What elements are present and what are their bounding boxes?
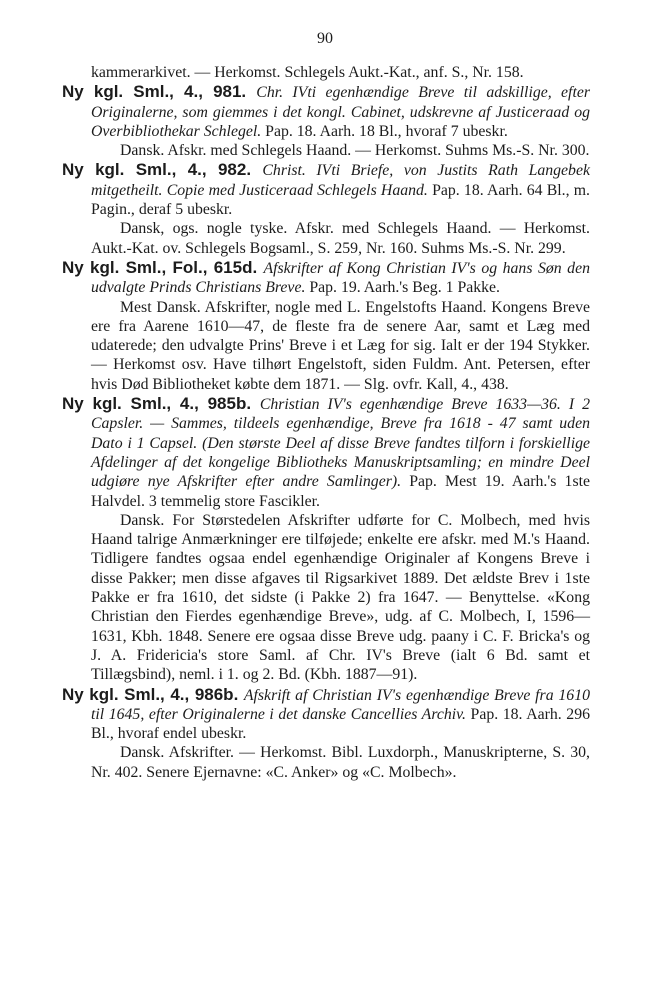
entry-title: Afskrifter af Kong Christian IV's og hans Søn den udvalgte Prinds Christians Breve.: [91, 259, 590, 297]
entry-heading: Ny kgl. Sml., 4., 985b.: [62, 394, 260, 414]
entry-heading: Ny kgl. Sml., Fol., 615d.: [62, 257, 264, 277]
entry-physical: Pap. Mest 19. Aarh.'s 1ste Halvdel. 3 temmelig store Fascikler.: [91, 473, 590, 510]
entry-982: [62, 160, 590, 257]
entry-981: [62, 82, 590, 160]
entry-physical: Pap. 18. Aarh. 296 Bl., hvoraf endel ubeskr.: [91, 705, 591, 743]
entry-physical: Pap. 19. Aarh.'s Beg. 1 Pakke.: [309, 279, 500, 297]
entry-notes: Dansk. For Størstedelen Afskrifter udførte for C. Molbech, med hvis Haand talrige Anmærkninger ere tilføjede; enkelte ere afskr. med M.'s Haand. Tidligere fandtes ogsaa endel egenhændige Originaler af Kongens Breve i disse Pakker; men disse afgaves til Rigsarkivet 1889. Det ældste Brev i 1ste Pakke er fra 1610, det sidste (i Pakke 2) fra 1647. — Benyttelse. «Kong Christian den Fierdes egenhændige Breve», udg. af C. Molbech, I, 1596—1631, Kbh. 1848. Senere ere ogsaa disse Breve udg. paany i C. F. Bricka's og J. A. Fridericia's store Saml. af Chr. IV's Breve (ialt 6 Bd. samt et Tillægsbind), neml. i 1. og 2. Bd. (Kbh. 1887—91).: [91, 511, 590, 684]
entry-985b: [62, 394, 590, 684]
page-number: 90: [317, 30, 333, 47]
entry-title: Christian IV's egenhændige Breve 1633—36. I 2 Capsler. — Sammes, tildeels egenhændige, Breve fra 1618 - 47 samt uden Dato i 1 Capsel. (Den største Deel af disse Breve fandtes tilforn i forskiellige Afdelinger af det kongelige Bibliotheks Manuskriptsamling; en mindre Deel udgiøre nye Afskrifter efter andre Samlinger).: [91, 396, 590, 491]
entry-title: Afskrift af Christian IV's egenhændige Breve fra 1610 til 1645, efter Originalerne i det danske Cancellies Archiv.: [91, 686, 590, 723]
entry-title: Christ. IVti Briefe, von Justits Rath Langebek mitgetheilt. Copie med Justiceraad Schlegels Haand.: [91, 162, 590, 199]
continuation-text: kammerarkivet. — Herkomst. Schlegels Aukt.-Kat., anf. S., Nr. 158.: [91, 64, 524, 81]
entry-notes: Mest Dansk. Afskrifter, nogle med L. Engelstofts Haand. Kongens Breve ere fra Aarene 1610—47, de fleste fra de senere Aar, samt et Læg med udaterede; den udvalgte Prins' Breve i et Læg for sig. Ialt er der 194 Stykker. — Herkomst osv. Have tilhørt Engelstoft, siden Fuldm. Ant. Petersen, efter hvis Død Bibliotheket købte dem 1871. — Slg. ovfr. Kall, 4., 438.: [91, 298, 590, 393]
entry-986b: [62, 685, 590, 782]
entry-notes: Dansk. Afskrifter. — Herkomst. Bibl. Luxdorph., Manuskripterne, S. 30, Nr. 402. Senere Ejernavne: «C. Anker» og «C. Molbech».: [91, 744, 590, 781]
entry-heading: Ny kgl. Sml., 4., 981.: [62, 82, 257, 102]
entry-physical: Pap. 18. Aarh. 64 Bl., m. Pagin., deraf 5 ubeskr.: [91, 181, 590, 219]
catalog-text: [62, 63, 590, 782]
entry-heading: Ny kgl. Sml., 4., 982.: [62, 160, 263, 180]
entry-physical: Pap. 18. Aarh. 18 Bl., hvoraf 7 ubeskr.: [265, 122, 508, 140]
entry-notes: Dansk, ogs. nogle tyske. Afskr. med Schlegels Haand. — Herkomst. Aukt.-Kat. ov. Schlegels Bogsaml., S. 259, Nr. 160. Suhms Ms.-S. Nr. 299.: [91, 220, 590, 257]
entry-notes: Dansk. Afskr. med Schlegels Haand. — Herkomst. Suhms Ms.-S. Nr. 300.: [120, 142, 590, 160]
entry-heading: Ny kgl. Sml., 4., 986b.: [62, 684, 244, 704]
entry-continuation: [62, 63, 590, 82]
entry-title: Chr. IVti egenhændige Breve til adskillige, efter Originalerne, som giemmes i det kongl. Cabinet, udskrevne af Justiceraad og Overbibliothekar Schlegel.: [91, 84, 590, 140]
entry-615d: [62, 258, 590, 394]
